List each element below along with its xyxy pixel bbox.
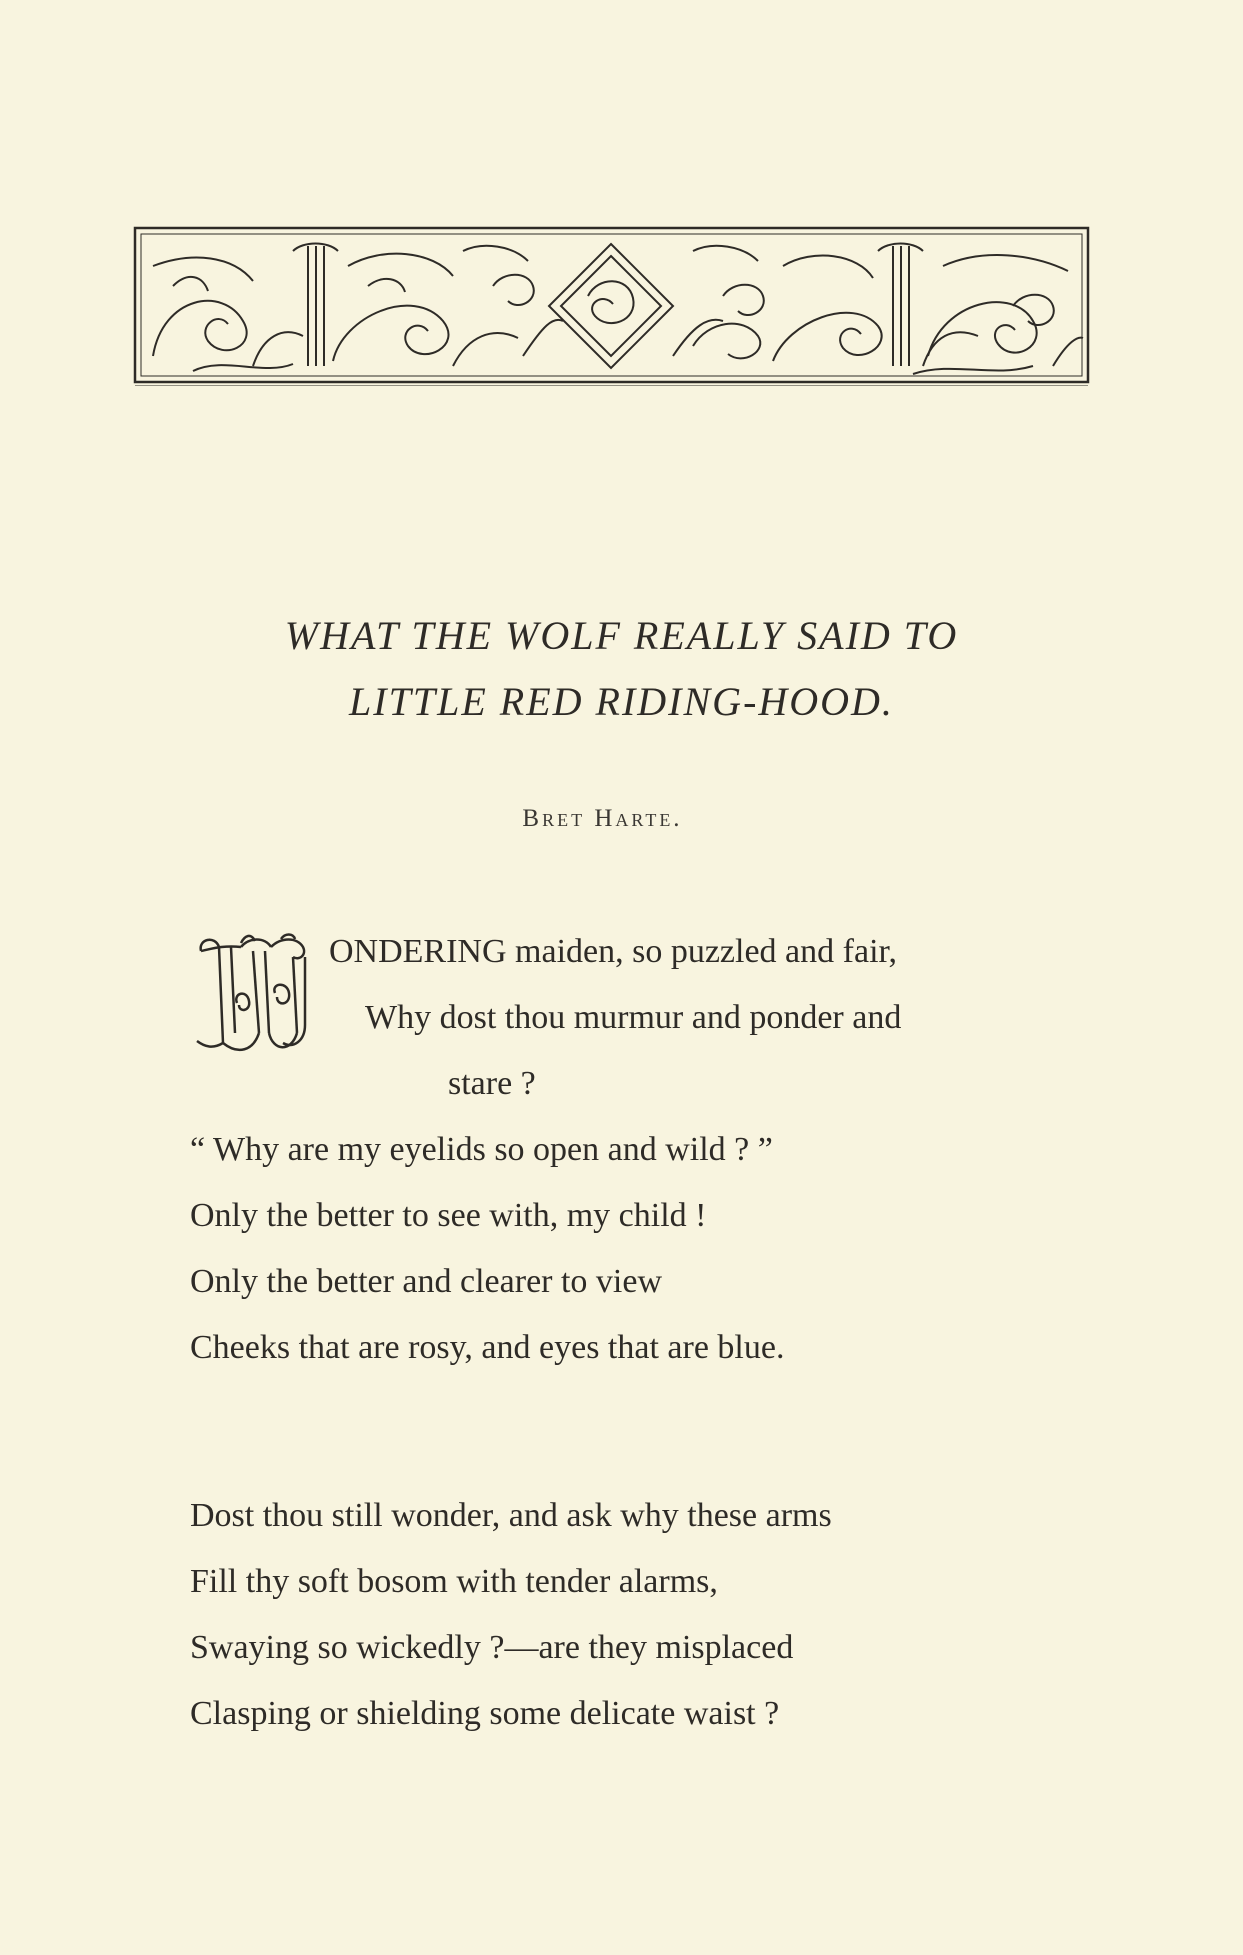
poem-line: Clasping or shielding some delicate waist ? xyxy=(190,1695,780,1732)
poem-line: stare ? xyxy=(448,1065,536,1102)
poem-title-line-1: WHAT THE WOLF REALLY SAID TO xyxy=(284,613,959,658)
poem-line: Fill thy soft bosom with tender alarms, xyxy=(190,1563,718,1600)
poem-line: Dost thou still wonder, and ask why these arms xyxy=(190,1497,832,1534)
poem-line: Only the better and clearer to view xyxy=(190,1263,663,1300)
poem-line: Cheeks that are rosy, and eyes that are blue. xyxy=(190,1329,785,1366)
author-name: Bret Harte. xyxy=(522,805,683,832)
poem-line: Why dost thou murmur and ponder and xyxy=(365,999,902,1036)
ornamental-headpiece-icon xyxy=(133,226,1090,386)
poem-line: “ Why are my eyelids so open and wild ? ” xyxy=(190,1131,773,1168)
poem-title-line-2: LITTLE RED RIDING-HOOD. xyxy=(349,679,894,724)
poem-line: Only the better to see with, my child ! xyxy=(190,1197,707,1234)
poem-line: ONDERING maiden, so puzzled and fair, xyxy=(329,933,897,970)
poem-line: Swaying so wickedly ?—are they misplaced xyxy=(190,1629,794,1666)
decorated-initial-w-icon xyxy=(193,933,329,1055)
